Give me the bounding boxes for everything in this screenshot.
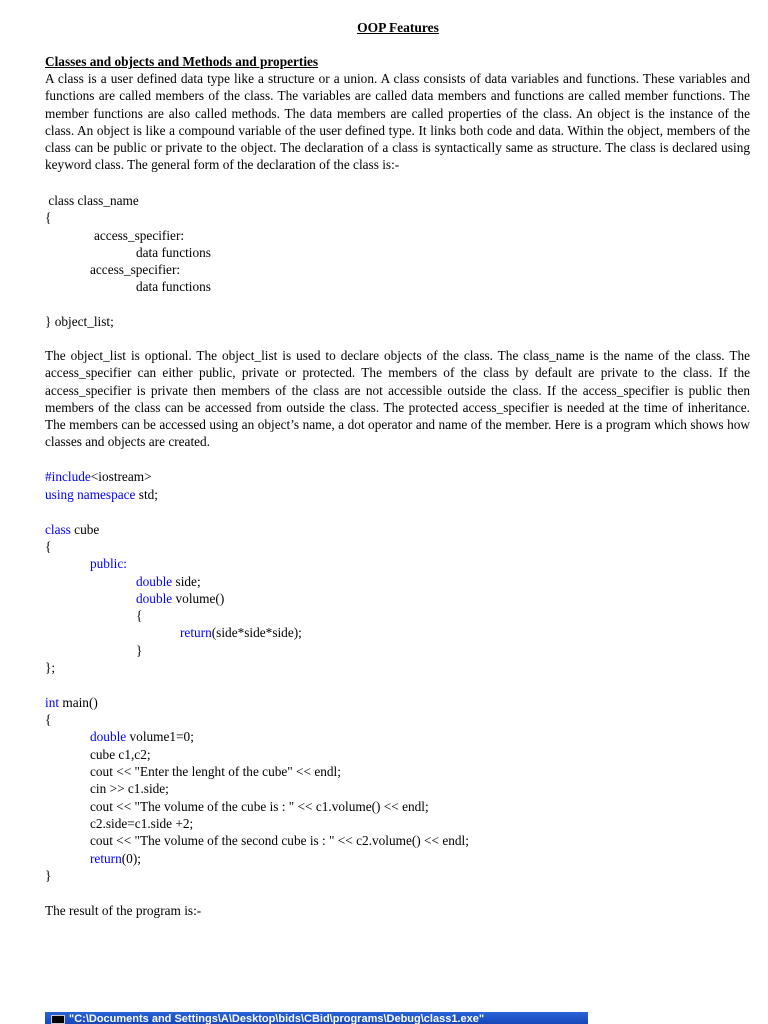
code-line-side — [136, 573, 201, 590]
code-line-brace: } — [136, 643, 143, 658]
code-text: main() — [59, 695, 98, 710]
syntax-line-class: class class_name — [45, 193, 139, 208]
intro-paragraph: A class is a user defined data type like a structure or a union. A class consists of data variables and functions. These variables and functions are called members of the class. The variables are called data members and functions are called member functions. The member functions are also called methods. The data members are called properties of the class. An object is the instance of the class. An object is like a compound variable of the user defined type. It links both code and data. Within the object, members of the class can be public or private to the object. The declaration of a class is syntactically same as structure. The class is declared using keyword class. The general form of the declaration of the class is:- — [45, 71, 750, 173]
code-line-prompt: cout << "Enter the lenght of the cube" << endl; — [90, 764, 341, 779]
code-text: <iostream> — [90, 469, 152, 484]
syntax-line-brace-close: } object_list; — [45, 314, 114, 329]
code-keyword: class — [45, 522, 71, 537]
code-keyword: return — [180, 625, 212, 640]
code-keyword: double — [136, 574, 173, 589]
code-line-volume — [136, 590, 224, 607]
code-line-volume1 — [90, 728, 194, 745]
code-line-brace: { — [45, 712, 52, 727]
code-keyword: double — [136, 591, 173, 606]
console-window-titlebar — [45, 1012, 588, 1024]
code-line-assign: c2.side=c1.side +2; — [90, 816, 194, 831]
syntax-line-brace-open: { — [45, 210, 52, 225]
code-text: (0); — [121, 851, 141, 866]
code-line-public: public: — [90, 556, 127, 571]
code-text: (side*side*side); — [211, 625, 302, 640]
section-heading: Classes and objects and Methods and properties — [45, 54, 319, 69]
code-text: cube — [70, 522, 100, 537]
code-line-cin: cin >> c1.side; — [90, 781, 169, 796]
code-keyword: int — [45, 695, 60, 710]
code-text: std; — [135, 487, 159, 502]
code-line-cout-second: cout << "The volume of the second cube is : " << c2.volume() << endl; — [90, 833, 469, 848]
code-line-return — [90, 850, 141, 867]
syntax-line-data-1: data functions — [136, 245, 211, 260]
code-line-class — [45, 521, 99, 538]
code-line-cout-volume: cout << "The volume of the cube is : " << c1.volume() << endl; — [90, 799, 429, 814]
explanation-paragraph: The object_list is optional. The object_list is used to declare objects of the class. The class_name is the name of the class. The access_specifier can either public, private or protected. The members of the class by default are private to the class. If the access_specifier is private then members of the class are not accessible outside the class. If the access_specifier is public then members of the class can be accessed from outside the class. The protected access_specifier is needed at the time of inheritance. The members can be accessed using an object’s name, a dot operator and name of the member. Here is a program which shows how classes and objects are created. — [45, 348, 750, 450]
code-line-using — [45, 486, 158, 503]
result-text: The result of the program is:- — [45, 903, 202, 918]
document-title: OOP Features — [357, 20, 439, 35]
console-window-title: "C:\Documents and Settings\A\Desktop\bids\CBid\programs\Debug\class1.exe" — [69, 1013, 485, 1024]
code-text: volume() — [172, 591, 225, 606]
code-line-include — [45, 468, 152, 485]
code-keyword: double — [90, 729, 127, 744]
code-line-main — [45, 694, 98, 711]
code-text: volume1=0; — [126, 729, 194, 744]
code-line-brace: { — [136, 608, 143, 623]
console-icon — [51, 1015, 65, 1024]
code-keyword: #include — [45, 469, 91, 484]
code-line-brace: } — [45, 868, 52, 883]
code-text: side; — [172, 574, 201, 589]
code-line-brace: { — [45, 539, 52, 554]
syntax-line-access-1: access_specifier: — [94, 228, 185, 243]
code-line-cube-decl: cube c1,c2; — [90, 747, 151, 762]
code-keyword: return — [90, 851, 122, 866]
code-keyword: using namespace — [45, 487, 136, 502]
syntax-line-data-2: data functions — [136, 279, 211, 294]
code-line-return — [180, 624, 302, 641]
code-line-brace: }; — [45, 660, 56, 675]
syntax-line-access-2: access_specifier: — [90, 262, 181, 277]
